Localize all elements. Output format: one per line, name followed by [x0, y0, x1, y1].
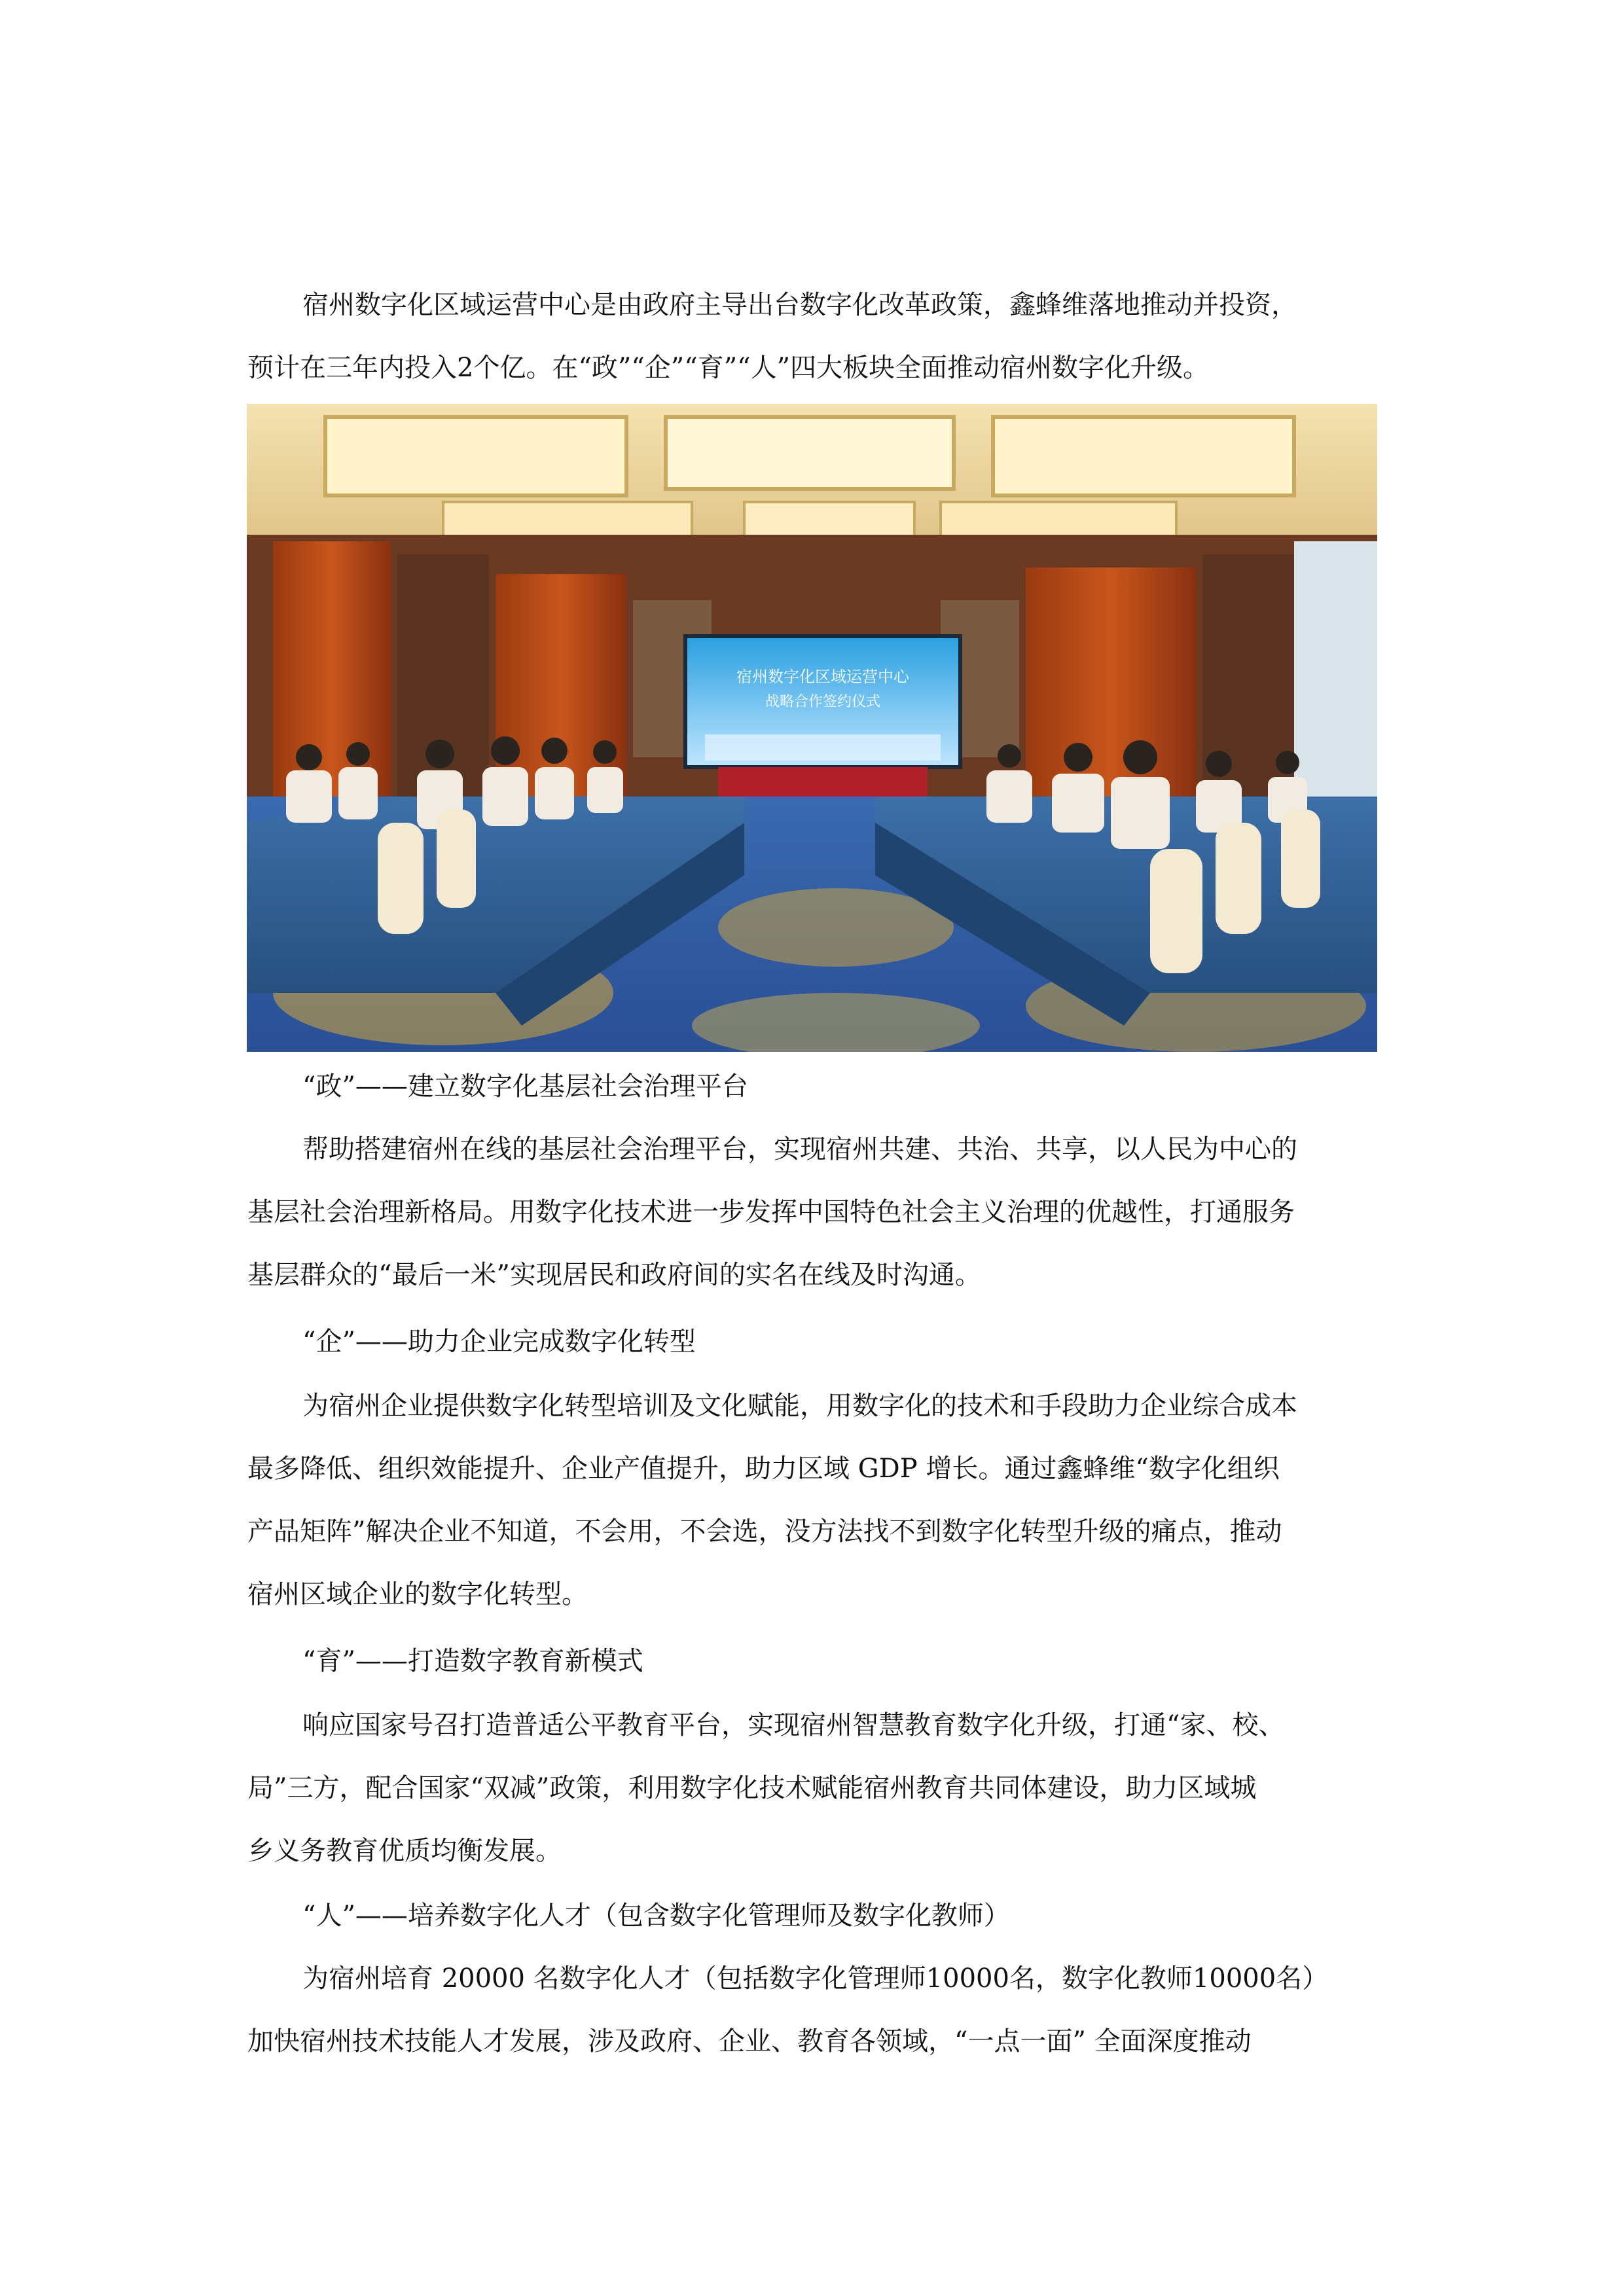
screen-subtitle: 战略合作签约仪式	[765, 694, 881, 710]
section-heading-qi: “企”——助力企业完成数字化转型	[302, 1327, 696, 1357]
section-paragraph-ren	[247, 1947, 1377, 2073]
section-heading-zheng: “政”——建立数字化基层社会治理平台	[302, 1071, 748, 1102]
text-line: 帮助搭建宿州在线的基层社会治理平台，实现宿州共建、共治、共享，以人民为中心的	[302, 1134, 1297, 1164]
section-paragraph-zheng	[247, 1118, 1377, 1306]
section-paragraph-qi	[247, 1374, 1377, 1626]
text-line: 宿州数字化区域运营中心是由政府主导出台数字化改革政策，鑫蜂维落地推动并投资，	[302, 290, 1297, 320]
text-line: 为宿州企业提供数字化转型培训及文化赋能，用数字化的技术和手段助力企业综合成本	[302, 1391, 1297, 1421]
text-line: 基层社会治理新格局。用数字化技术进一步发挥中国特色社会主义治理的优越性，打通服务	[247, 1197, 1295, 1227]
section-heading-ren: “人”——培养数字化人才（包含数字化管理师及数字化教师）	[302, 1901, 1010, 1931]
text-line: 最多降低、组织效能提升、企业产值提升，助力区域 GDP 增长。通过鑫蜂维“数字化组织	[247, 1454, 1280, 1484]
text-line: 基层群众的“最后一米”实现居民和政府间的实名在线及时沟通。	[247, 1260, 981, 1290]
text-line: 宿州区域企业的数字化转型。	[247, 1579, 588, 1609]
text-line: 响应国家号召打造普适公平教育平台，实现宿州智慧教育数字化升级，打通“家、校、	[302, 1710, 1285, 1740]
text-line: 产品矩阵”解决企业不知道，不会用，不会选，没方法找不到数字化转型升级的痛点，推动	[247, 1516, 1282, 1547]
text-line: 乡义务教育优质均衡发展。	[247, 1836, 562, 1866]
text-line: 为宿州培育 20000 名数字化人才（包括数字化管理师10000名，数字化教师10000名）	[302, 1964, 1329, 1994]
section-paragraph-yu	[247, 1694, 1377, 1882]
intro-paragraph	[247, 274, 1377, 399]
text-line: 加快宿州技术技能人才发展，涉及政府、企业、教育各领域，“一点一面” 全面深度推动	[247, 2026, 1252, 2056]
section-heading-yu: “育”——打造数字教育新模式	[302, 1646, 643, 1676]
text-line: 局”三方，配合国家“双减”政策，利用数字化技术赋能宿州教育共同体建设，助力区域城	[247, 1773, 1257, 1803]
text-line: 预计在三年内投入2个亿。在“政”“企”“育”“人”四大板块全面推动宿州数字化升级。	[247, 353, 1210, 383]
signing-ceremony-photo	[247, 404, 1377, 1052]
screen-title: 宿州数字化区域运营中心	[736, 668, 909, 686]
